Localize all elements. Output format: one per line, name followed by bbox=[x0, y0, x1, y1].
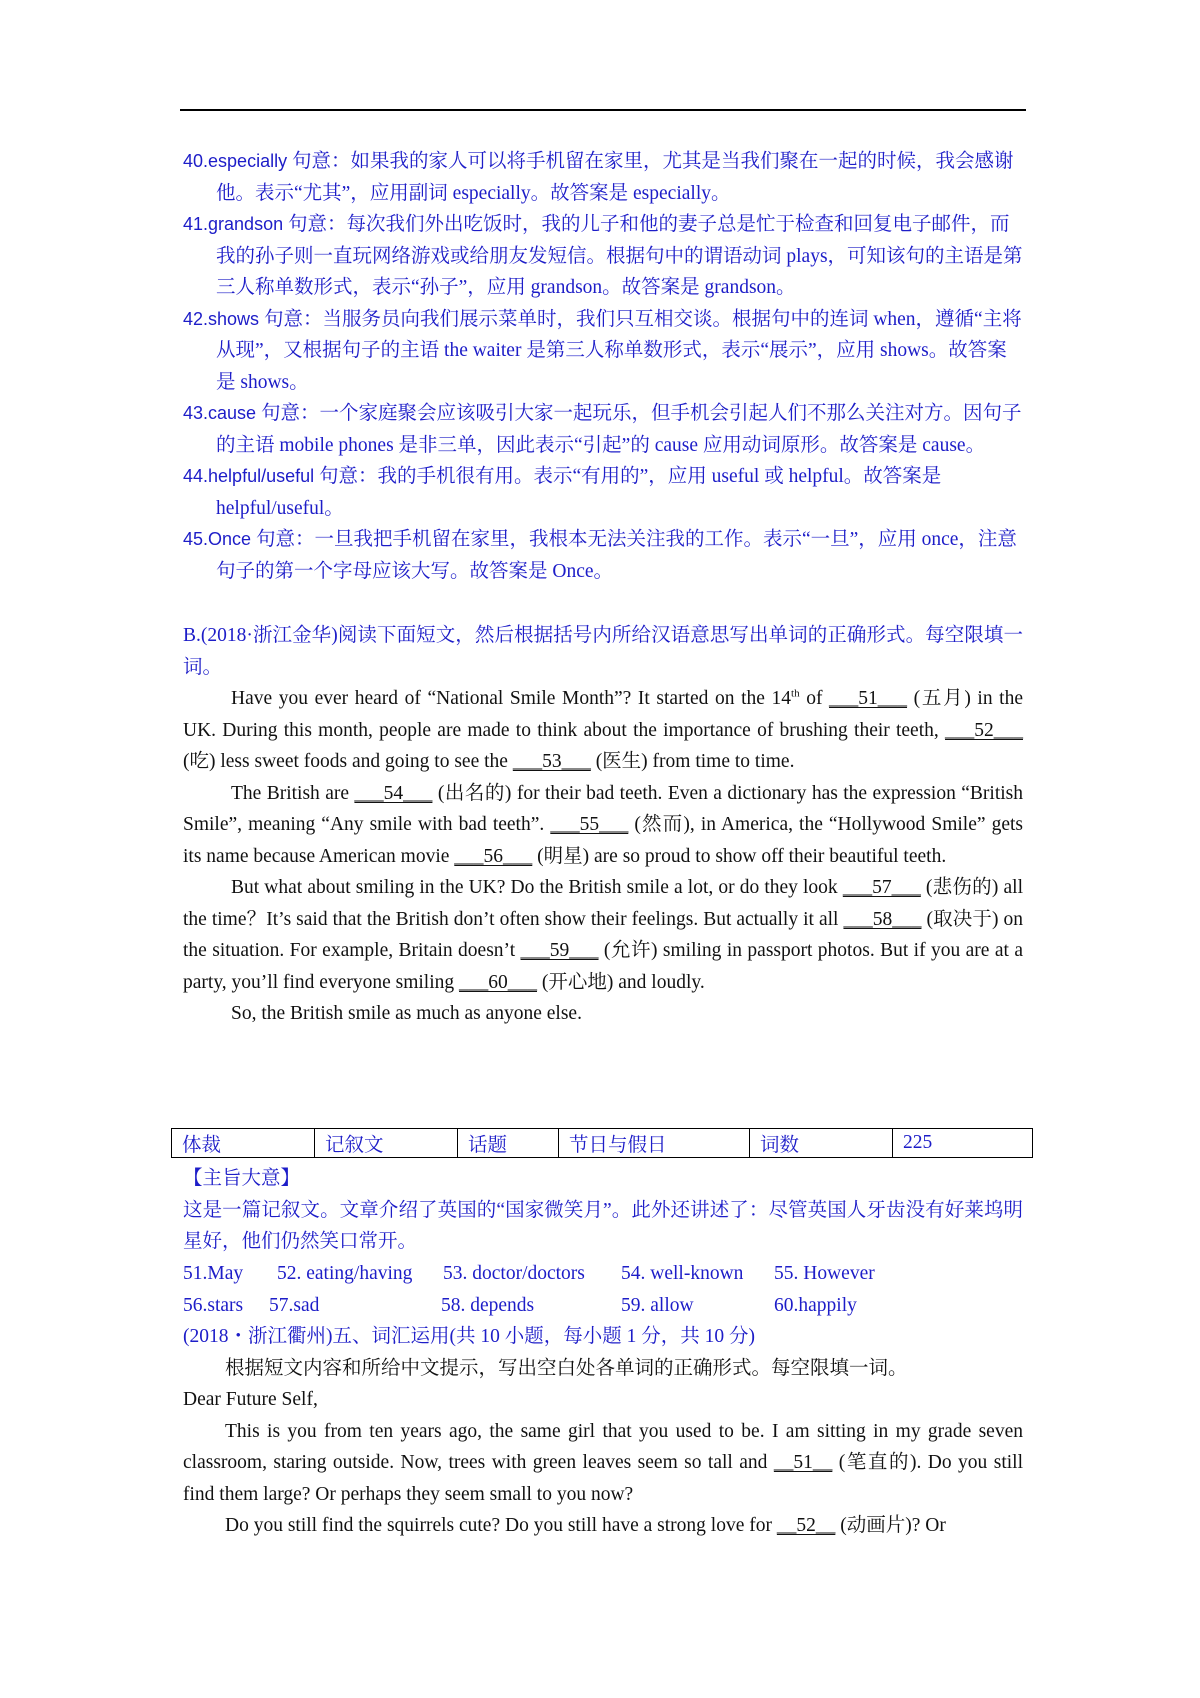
section-c-instruction: 根据短文内容和所给中文提示，写出空白处各单词的正确形式。每空限填一词。 bbox=[225, 1357, 908, 1379]
answer-key: 57.sad bbox=[269, 1294, 320, 1316]
blank-52: ___52___ bbox=[945, 719, 1023, 741]
answer-43: 43.cause 句意：一个家庭聚会应该吸引大家一起玩乐，但手机会引起人们不那么关注对方。因句子的主语 mobile phones 是非三单，因此表示“引起”的 cause 应用动词原形。故答案是 cause。 bbox=[183, 403, 1022, 456]
answer-keys bbox=[183, 1258, 1023, 1321]
blank-56: ___56___ bbox=[454, 845, 533, 867]
answer-key: 59. allow bbox=[621, 1294, 694, 1316]
passage-paragraph-4: So, the British smile as much as anyone else. bbox=[231, 1003, 582, 1024]
blank-60: ___60___ bbox=[459, 971, 538, 993]
header-rule bbox=[180, 109, 1026, 111]
summary-title: 【主旨大意】 bbox=[183, 1168, 301, 1189]
section-c-heading: (2018・浙江衢州)五、词汇运用(共 10 小题，每小题 1 分，共 10 分) bbox=[183, 1326, 755, 1347]
answer-key: 56.stars bbox=[183, 1294, 244, 1316]
answer-keys-row-2 bbox=[183, 1290, 1023, 1322]
summary-section bbox=[183, 1163, 1023, 1258]
blank-51: ___51___ bbox=[829, 688, 908, 709]
blank-55: ___55___ bbox=[550, 814, 629, 835]
answer-explanations bbox=[183, 146, 1023, 587]
blank-58: ___58___ bbox=[843, 908, 922, 930]
letter-paragraph-2: Do you still find the squirrels cute? Do you still have a strong love for __52__ (动画片)? Or bbox=[225, 1515, 946, 1536]
blank-52: __52__ bbox=[776, 1515, 836, 1536]
answer-keys-row-1 bbox=[183, 1258, 1023, 1290]
table-cell: 225 bbox=[893, 1129, 1033, 1158]
passage-paragraph-2: The British are ___54___ (出名的) for their bad teeth. Even a dictionary has the expression “British Smile”, meaning “Any smile with bad teeth”. ___55___ (然而), in America, the “Hollywood Smile” gets its name because American movie ___56___ (明星) are so proud to show off their beautiful teeth. bbox=[183, 782, 1023, 867]
table-cell: 记叙文 bbox=[315, 1129, 458, 1158]
answer-key: 54. well-known bbox=[621, 1263, 744, 1284]
letter-greeting: Dear Future Self, bbox=[183, 1389, 318, 1410]
answer-40: 40.especially 句意：如果我的家人可以将手机留在家里，尤其是当我们聚在一起的时候，我会感谢他。表示“尤其”，应用副词 especially。故答案是 especially。 bbox=[183, 151, 1014, 204]
answer-key: 53. doctor/doctors bbox=[443, 1263, 585, 1284]
answer-45: 45.Once 句意：一旦我把手机留在家里，我根本无法关注我的工作。表示“一旦”，应用 once，注意句子的第一个字母应该大写。故答案是 Once。 bbox=[183, 529, 1017, 582]
passage-info-table bbox=[171, 1128, 1033, 1158]
blank-57: ___57___ bbox=[842, 877, 921, 898]
answer-key: 60.happily bbox=[774, 1294, 857, 1316]
answer-key: 52. eating/having bbox=[277, 1263, 413, 1284]
blank-53: ___53___ bbox=[512, 751, 591, 772]
passage-paragraph-3: But what about smiling in the UK? Do the British smile a lot, or do they look ___57___ (悲伤的) all the time？It’s said that the British don’t often show their feelings. But actually it all ___58___ (取决于) on the situation. For example, Britain doesn’t ___59___ (允许) smiling in passport photos. But if you are at a party, you’ll find everyone smiling ___60___ (开心地) and loudly. bbox=[183, 877, 1023, 993]
blank-51: __51__ bbox=[773, 1452, 833, 1473]
table-cell: 词数 bbox=[750, 1129, 893, 1158]
table-cell: 话题 bbox=[458, 1129, 559, 1158]
section-b bbox=[183, 620, 1023, 1030]
table-cell: 体裁 bbox=[172, 1129, 315, 1158]
section-b-heading: B.(2018·浙江金华)阅读下面短文，然后根据括号内所给汉语意思写出单词的正确形式。每空限填一词。 bbox=[183, 625, 1023, 678]
summary-text: 这是一篇记叙文。文章介绍了英国的“国家微笑月”。此外还讲述了：尽管英国人牙齿没有好莱坞明星好，他们仍然笑口常开。 bbox=[183, 1199, 1023, 1252]
blank-59: ___59___ bbox=[520, 940, 599, 961]
letter-paragraph-1: This is you from ten years ago, the same girl that you used to be. I am sitting in my grade seven classroom, staring outside. Now, trees with green leaves seem so tall and __51__ (笔直的). Do you still find them large? Or perhaps they seem small to you now? bbox=[183, 1420, 1023, 1505]
answer-42: 42.shows 句意：当服务员向我们展示菜单时，我们只互相交谈。根据句中的连词 when，遵循“主将从现”，又根据句子的主语 the waiter 是第三人称单数形式，表示“展示”，应用 shows。故答案是 shows。 bbox=[183, 308, 1022, 393]
answer-41: 41.grandson 句意：每次我们外出吃饭时，我的儿子和他的妻子总是忙于检查和回复电子邮件，而我的孙子则一直玩网络游戏或给朋友发短信。根据句中的谓语动词 plays，可知该句的主语是第三人称单数形式，表示“孙子”，应用 grandson。故答案是 grandson。 bbox=[183, 214, 1023, 298]
answer-44: 44.helpful/useful 句意：我的手机很有用。表示“有用的”，应用 useful 或 helpful。故答案是 helpful/useful。 bbox=[183, 466, 942, 519]
blank-54: ___54___ bbox=[354, 782, 433, 804]
answer-key: 58. depends bbox=[441, 1294, 535, 1316]
passage-paragraph-1: Have you ever heard of “National Smile Month”? It started on the 14th of ___51___ (五月) in the UK. During this month, people are made to think about the importance of brushing their teeth, ___52___ (吃) less sweet foods and going to see the ___53___ (医生) from time to time. bbox=[183, 687, 1023, 772]
answer-key: 55. However bbox=[774, 1263, 875, 1284]
section-c bbox=[183, 1321, 1023, 1542]
answer-key: 51.May bbox=[183, 1263, 244, 1284]
table-cell: 节日与假日 bbox=[559, 1129, 750, 1158]
